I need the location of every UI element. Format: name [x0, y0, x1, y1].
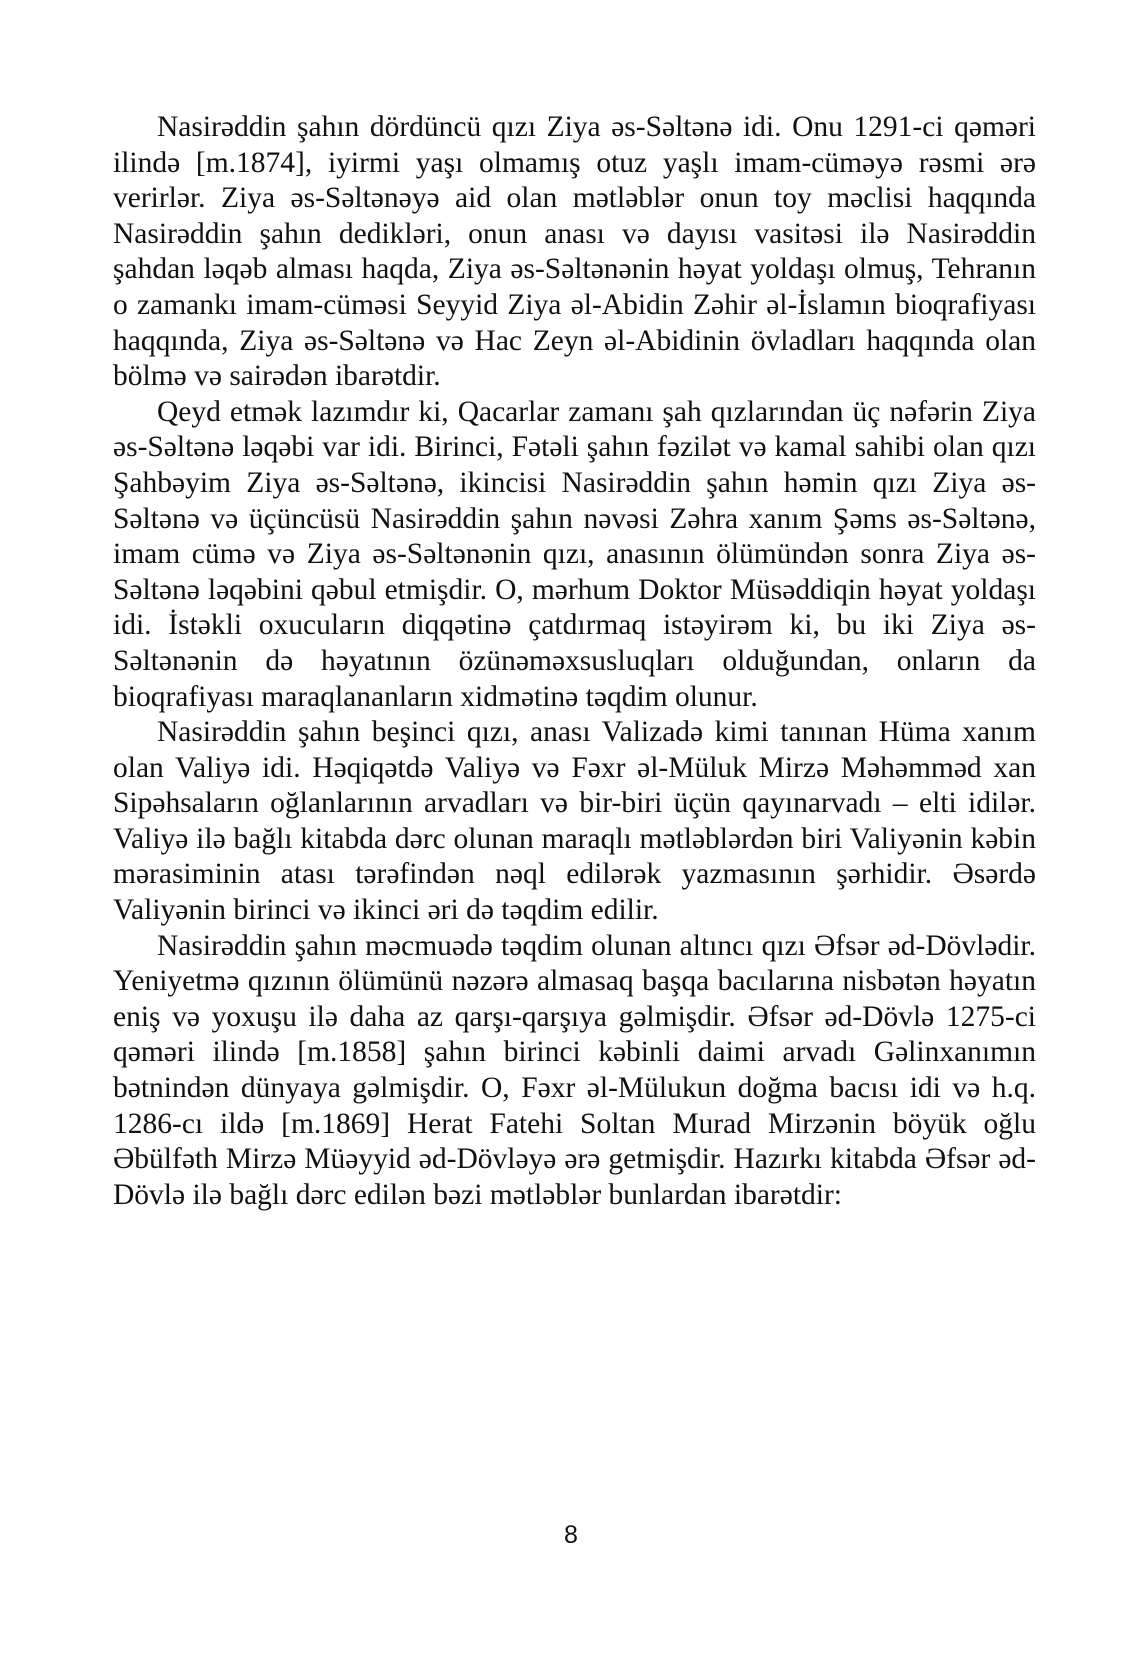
paragraph-valiya: Nasirəddin şahın beşinci qızı, anası Valizadə kimi tanınan Hüma xanım olan Valiyə idi. Həqiqətdə Valiyə və Fəxr əl-Müluk Mirzə Məhəmməd xan Sipəhsaların oğlanlarının arvadları və bir-biri üçün qayınarvadı – elti idilər. Valiyə ilə bağlı kitabda dərc olunan maraqlı mətləblərdən biri Valiyənin kəbin mərasiminin atası tərəfindən nəql edilərək yazmasının şərhidir. Əsərdə Valiyənin birinci və ikinci əri də təqdim edilir.	[113, 716, 1036, 927]
body-text	[113, 110, 1036, 1213]
paragraph-ziya-as-saltana: Nasirəddin şahın dördüncü qızı Ziya əs-Səltənə idi. Onu 1291-ci qəməri ilində [m.1874], iyirmi yaşı olmamış otuz yaşlı imam-cüməyə rəsmi ərə verirlər. Ziya əs-Səltənəyə aid olan mətləblər onun toy məclisi haqqında Nasirəddin şahın dedikləri, onun anası və dayısı vasitəsi ilə Nasirəddin şahdan ləqəb alması haqda, Ziya əs-Səltənənin həyat yoldaşı olmuş, Tehranın o zamankı imam-cüməsi Seyyid Ziya əl-Abidin Zəhir əl-İslamın bioqrafiyası haqqında, Ziya əs-Səltənə və Hac Zeyn əl-Abidinin övladları haqqında olan bölmə və sairədən ibarətdir.	[113, 111, 1036, 393]
paragraph-three-ziya-as-saltanas: Qeyd etmək lazımdır ki, Qacarlar zamanı şah qızlarından üç nəfərin Ziya əs-Səltənə ləqəbi var idi. Birinci, Fətəli şahın fəzilət və kamal sahibi olan qızı Şahbəyim Ziya əs-Səltənə, ikincisi Nasirəddin şahın həmin qızı Ziya əs-Səltənə və üçüncüsü Nasirəddin şahın nəvəsi Zəhra xanım Şəms əs-Səltənə, imam cümə və Ziya əs-Səltənənin qızı, anasının ölümündən sonra Ziya əs-Səltənə ləqəbini qəbul etmişdir. O, mərhum Doktor Müsəddiqin həyat yoldaşı idi. İstəkli oxucuların diqqətinə çatdırmaq istəyirəm ki, bu iki Ziya əs-Səltənənin də həyatının özünəməxsusluqları olduğundan, onların da bioqrafiyası maraqlananların xidmətinə təqdim olunur.	[113, 395, 1036, 713]
page-number: 8	[564, 1521, 578, 1549]
paragraph-afsar-ad-dovla: Nasirəddin şahın məcmuədə təqdim olunan altıncı qızı Əfsər əd-Dövlədir. Yeniyetmə qızının ölümünü nəzərə almasaq başqa bacılarına nisbətən həyatın eniş və yoxuşu ilə daha az qarşı-qarşıya gəlmişdir. Əfsər əd-Dövlə 1275-ci qəməri ilində [m.1858] şahın birinci kəbinli daimi arvadı Gəlinxanımın bətnindən dünyaya gəlmişdir. O, Fəxr əl-Mülukun doğma bacısı idi və h.q. 1286-cı ildə [m.1869] Herat Fatehi Soltan Murad Mirzənin böyük oğlu Əbülfəth Mirzə Müəyyid əd-Dövləyə ərə getmişdir. Hazırkı kitabda Əfsər əd-Dövlə ilə bağlı dərc edilən bəzi mətləblər bunlardan ibarətdir:	[113, 929, 1036, 1211]
